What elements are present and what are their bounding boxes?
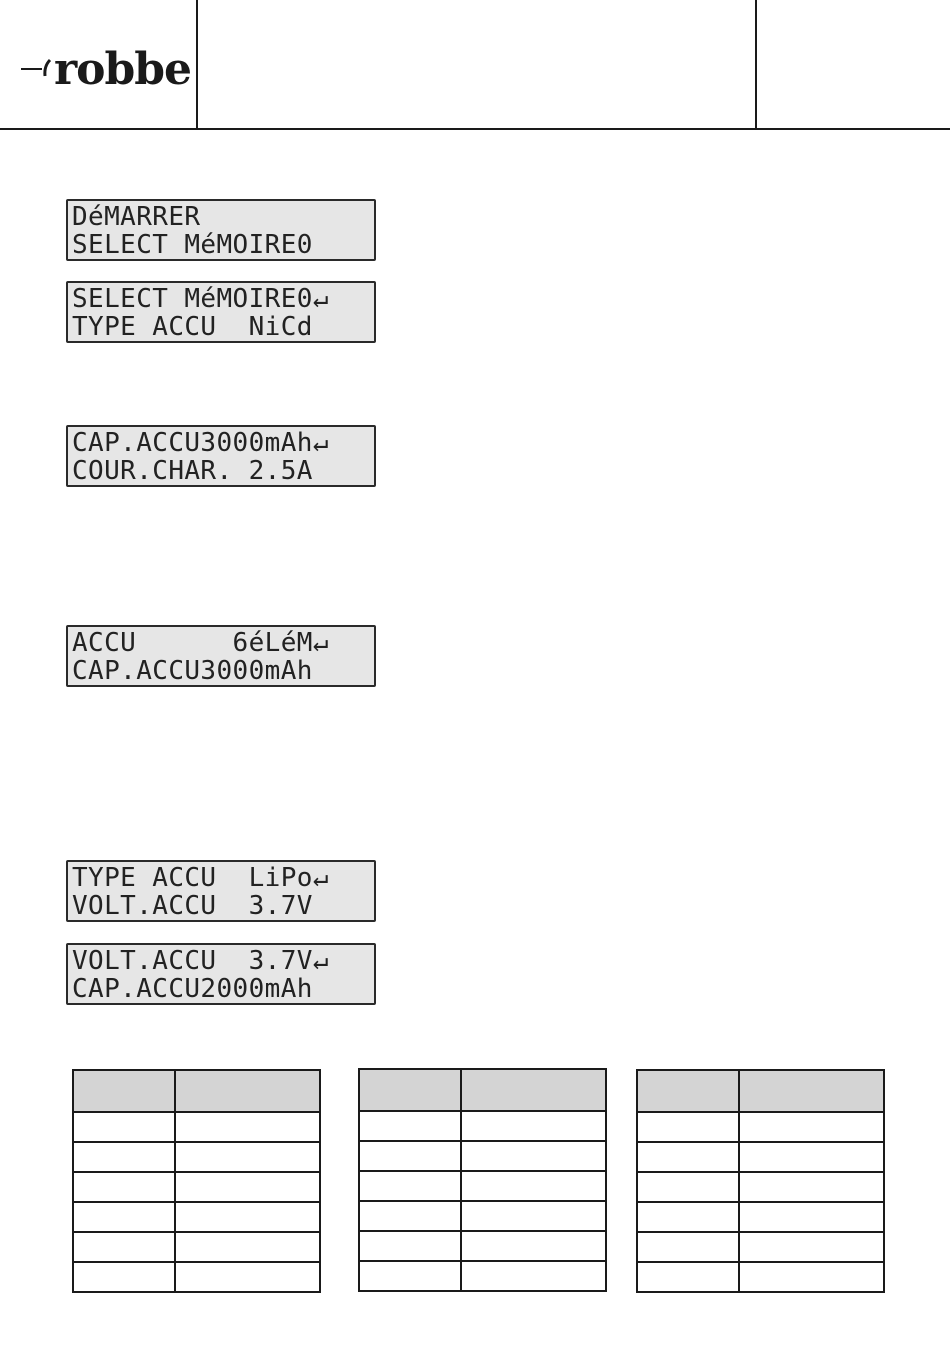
table-cell	[73, 1112, 175, 1142]
header-column-divider-left	[196, 0, 198, 129]
lcd-display-voltage-capacity	[66, 943, 376, 1005]
logo-text: robbe	[54, 44, 192, 95]
table-cell	[73, 1232, 175, 1262]
table-row	[359, 1171, 606, 1201]
table-cell	[461, 1261, 606, 1291]
table-cell	[359, 1201, 461, 1231]
table-cell	[175, 1112, 320, 1142]
table-header-cell	[73, 1070, 175, 1112]
table-row	[359, 1231, 606, 1261]
table-cell	[175, 1172, 320, 1202]
table-row	[73, 1202, 320, 1232]
lcd-line-1: SELECT MéMOIRE0↵	[72, 284, 329, 314]
table-cell	[461, 1231, 606, 1261]
table-2	[358, 1068, 607, 1292]
lcd-line-2: CAP.ACCU3000mAh	[72, 656, 313, 686]
table-row	[637, 1172, 884, 1202]
table-header-row	[73, 1070, 320, 1112]
lcd-line-1: ACCU 6éLéM↵	[72, 628, 329, 658]
table-cell	[175, 1142, 320, 1172]
lcd-line-1: TYPE ACCU LiPo↵	[72, 863, 329, 893]
table-row	[359, 1201, 606, 1231]
table-row	[359, 1261, 606, 1291]
table-cell	[637, 1262, 739, 1292]
table-row	[637, 1112, 884, 1142]
table-cell	[175, 1262, 320, 1292]
table-row	[73, 1262, 320, 1292]
table-cell	[359, 1111, 461, 1141]
lcd-display-capacity-current	[66, 425, 376, 487]
table-cell	[359, 1261, 461, 1291]
table-header-cell	[637, 1070, 739, 1112]
table-cell	[175, 1202, 320, 1232]
lcd-display-start	[66, 199, 376, 261]
table-cell	[637, 1142, 739, 1172]
lcd-line-2: CAP.ACCU2000mAh	[72, 974, 313, 1004]
table-row	[637, 1202, 884, 1232]
lcd-line-2: TYPE ACCU NiCd	[72, 312, 313, 342]
table-header-cell	[175, 1070, 320, 1112]
table-header-cell	[359, 1069, 461, 1111]
table-cell	[637, 1172, 739, 1202]
table-cell	[461, 1111, 606, 1141]
lcd-line-1: CAP.ACCU3000mAh↵	[72, 428, 329, 458]
robbe-logo	[20, 44, 192, 100]
table-cell	[73, 1142, 175, 1172]
table-cell	[637, 1202, 739, 1232]
lcd-line-2: VOLT.ACCU 3.7V	[72, 891, 313, 921]
table-row	[73, 1232, 320, 1262]
table-cell	[739, 1142, 884, 1172]
table-row	[637, 1232, 884, 1262]
header-divider	[0, 128, 950, 130]
table-cell	[739, 1232, 884, 1262]
lcd-line-2: SELECT MéMOIRE0	[72, 230, 313, 260]
table-header-row	[637, 1070, 884, 1112]
header-column-divider-right	[755, 0, 757, 129]
table-cell	[461, 1141, 606, 1171]
table-cell	[461, 1171, 606, 1201]
lcd-line-1: VOLT.ACCU 3.7V↵	[72, 946, 329, 976]
logo-arrow-icon	[20, 52, 54, 82]
table-cell	[359, 1141, 461, 1171]
table-cell	[73, 1172, 175, 1202]
table-row	[359, 1111, 606, 1141]
table-row	[359, 1141, 606, 1171]
table-row	[73, 1142, 320, 1172]
table-cell	[73, 1262, 175, 1292]
table-cell	[359, 1231, 461, 1261]
table-cell	[73, 1202, 175, 1232]
lcd-display-cells-capacity	[66, 625, 376, 687]
lcd-line-1: DéMARRER	[72, 202, 201, 232]
lcd-display-memory-type	[66, 281, 376, 343]
table-3	[636, 1069, 885, 1293]
table-header-row	[359, 1069, 606, 1111]
lcd-display-lipo-voltage	[66, 860, 376, 922]
table-cell	[739, 1202, 884, 1232]
table-cell	[359, 1171, 461, 1201]
table-row	[73, 1172, 320, 1202]
table-cell	[637, 1232, 739, 1262]
table-header-cell	[461, 1069, 606, 1111]
table-cell	[637, 1112, 739, 1142]
table-cell	[739, 1262, 884, 1292]
table-cell	[739, 1172, 884, 1202]
table-row	[637, 1142, 884, 1172]
lcd-line-2: COUR.CHAR. 2.5A	[72, 456, 313, 486]
table-row	[73, 1112, 320, 1142]
table-header-cell	[739, 1070, 884, 1112]
table-cell	[461, 1201, 606, 1231]
table-row	[637, 1262, 884, 1292]
table-1	[72, 1069, 321, 1293]
table-cell	[175, 1232, 320, 1262]
table-cell	[739, 1112, 884, 1142]
